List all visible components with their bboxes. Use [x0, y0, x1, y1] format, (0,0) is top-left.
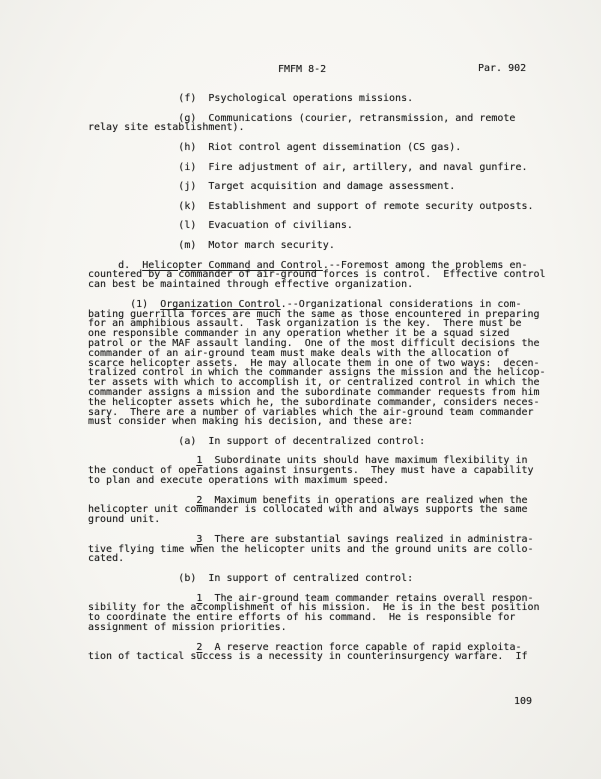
- document-line: (1) Organization Control.--Organizational considerations in com-: [88, 298, 522, 310]
- document-body: [88, 94, 546, 662]
- document-line: (i) Fire adjustment of air, artillery, and naval gunfire.: [88, 161, 528, 173]
- document-line: (g) Communications (courier, retransmission, and remote: [88, 112, 516, 124]
- header-manual-number: FMFM 8-2: [278, 64, 327, 75]
- document-line: 1 The air-ground team commander retains overall respon-: [196, 592, 534, 604]
- document-line: bating guerrilla forces are much the same as those encountered in preparing: [88, 308, 540, 320]
- document-line: commander assigns a mission and the subordinate commander requests from him: [88, 386, 540, 398]
- document-line: to coordinate the entire efforts of his command. He is responsible for: [88, 612, 516, 624]
- document-line: one responsible commander in any operation whether it be a squad sized: [88, 328, 510, 340]
- document-line: to plan and execute operations with maximum speed.: [88, 475, 390, 487]
- document-line: relay site establishment).: [88, 122, 245, 134]
- document-line: 2 A reserve reaction force capable of rapid exploita-: [196, 641, 522, 653]
- document-line: assignment of mission priorities.: [88, 622, 287, 634]
- document-line: (l) Evacuation of civilians.: [88, 220, 353, 232]
- underlined-heading-text: Organization Control: [160, 298, 281, 310]
- document-line: countered by a commander of air-ground forces is control. Effective control: [88, 269, 546, 281]
- document-line: commander of an air-ground team must make deals with the allocation of: [88, 347, 510, 359]
- document-line: d. Helicopter Command and Control.--Foremost among the problems en-: [88, 259, 528, 271]
- page-number: 109: [514, 696, 533, 707]
- underlined-heading-text: 2: [196, 494, 203, 506]
- document-line: ground unit.: [88, 514, 161, 526]
- underlined-heading-text: 1: [196, 592, 203, 604]
- header-paragraph-ref: Par. 902: [478, 63, 527, 74]
- document-line: sibility for the accomplishment of his mission. He is in the best position: [88, 602, 540, 614]
- document-line: must consider when making his decision, and these are:: [88, 416, 414, 428]
- underlined-heading-text: 2: [196, 641, 203, 653]
- document-line: ter assets with which to accomplish it, or centralized control in which the: [88, 377, 540, 389]
- document-line: for an amphibious assault. Task organization is the key. There must be: [88, 318, 522, 330]
- document-line: (f) Psychological operations missions.: [88, 93, 414, 104]
- document-line: the conduct of operations against insurgents. They must have a capability: [88, 465, 534, 477]
- document-line: tive flying time when the helicopter units and the ground units are collo-: [88, 543, 534, 555]
- document-line: 2 Maximum benefits in operations are realized when the: [196, 494, 528, 506]
- document-line: patrol or the MAF assault landing. One of the most difficult decisions the: [88, 337, 540, 349]
- document-line: can best be maintained through effective organization.: [88, 279, 414, 291]
- document-line: (b) In support of centralized control:: [88, 573, 414, 585]
- document-line: 1 Subordinate units should have maximum flexibility in: [196, 455, 528, 467]
- underlined-heading-text: Helicopter Command and Control: [142, 259, 323, 271]
- document-line: (m) Motor march security.: [88, 239, 335, 251]
- document-line: (k) Establishment and support of remote security outposts.: [88, 200, 534, 212]
- document-line: scarce helicopter assets. He may allocate them in one of two ways: decen-: [88, 357, 540, 369]
- document-line: sary. There are a number of variables which the air-ground team commander: [88, 406, 534, 418]
- document-line: (j) Target acquisition and damage assessment.: [88, 181, 456, 193]
- document-line: tion of tactical success is a necessity in counterinsurgency warfare. If: [88, 651, 528, 663]
- document-line: (h) Riot control agent dissemination (CS gas).: [88, 141, 462, 153]
- document-line: 3 There are substantial savings realized in administra-: [196, 533, 534, 545]
- document-line: tralized control in which the commander assigns the mission and the helicop-: [88, 367, 546, 379]
- document-line: helicopter unit commander is collocated with and always supports the same: [88, 504, 528, 516]
- underlined-heading-text: 1: [196, 455, 203, 467]
- document-line: (a) In support of decentralized control:: [88, 435, 426, 447]
- underlined-heading-text: 3: [196, 533, 203, 545]
- document-line: the helicopter assets which he, the subordinate commander, considers neces-: [88, 396, 540, 408]
- document-line: cated.: [88, 553, 125, 565]
